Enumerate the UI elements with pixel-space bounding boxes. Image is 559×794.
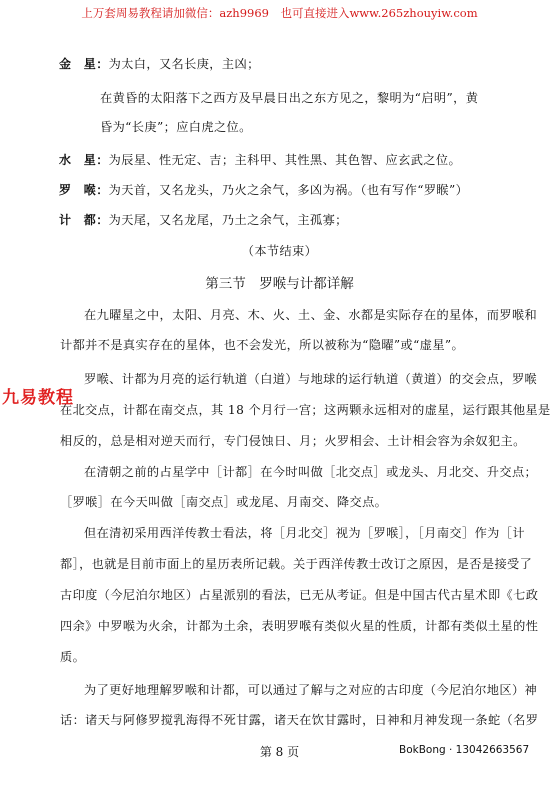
jinxing-note-line-2: 昏为“长庚”；应白虎之位。 [100, 120, 252, 134]
page-number: 第 8 页 [259, 745, 300, 759]
jinxing-note-line-1: 在黄昏的太阳落下之西方及早晨日出之东方见之，黎明为“启明”，黄 [100, 91, 479, 105]
paragraph-line: 话：诸天与阿修罗搅乳海得不死甘露，诸天在饮甘露时，日神和月神发现一条蛇（名罗 [60, 713, 539, 727]
star-desc: 为天首，又名龙头，乃火之余气，多凶为祸。（也有写作“罗睺”） [108, 183, 469, 197]
paragraph-line: 在清朝之前的占星学中［计都］在今时叫做［北交点］或龙头、月北交、升交点； [84, 465, 538, 479]
star-label: 罗 喉： [59, 183, 109, 197]
paragraph-line: 质。 [60, 650, 86, 664]
star-label: 金 星： [59, 57, 109, 71]
section-title: 第三节 罗喉与计都详解 [205, 276, 354, 292]
paragraph-line: 古印度（今尼泊尔地区）占星派别的看法，已无从考证。但是中国古代古星术即《七政 [60, 588, 539, 602]
star-desc: 为天尾，又名龙尾，乃土之余气，主孤寡； [108, 213, 348, 227]
star-label: 计 都： [59, 213, 109, 227]
star-label: 水 星： [59, 153, 109, 167]
paragraph-line: 罗喉、计都为月亮的运行轨道（白道）与地球的运行轨道（黄道）的交会点，罗喉 [84, 372, 538, 386]
paragraph-line: 计都并不是真实存在的星体，也不会发光，所以被称为“隐曜”或“虚星”。 [60, 338, 465, 352]
paragraph-line: 为了更好地理解罗喉和计都，可以通过了解与之对应的古印度（今尼泊尔地区）神 [84, 683, 538, 697]
paragraph-line: 都］，也就是目前市面上的星历表所记载。关于西洋传教士改订之原因，是否是接受了 [60, 557, 533, 571]
author-contact: BokBong · 13042663567 [399, 744, 530, 756]
paragraph-line: 相反的，总是相对逆天而行，专门侵蚀日、月；火罗相会、土计相会容为余奴犯主。 [60, 434, 526, 448]
paragraph-line: 在北交点，计都在南交点，其 18 个月行一宫；这两颗永远相对的虚星，运行跟其他星是 [60, 403, 551, 417]
star-entry-shuixing [59, 151, 461, 168]
star-desc: 为太白，又名长庚，主凶； [108, 57, 260, 71]
watermark-logo: 九易教程 [2, 388, 74, 408]
star-entry-luohou [59, 181, 468, 198]
header-promo-text: 上万套周易教程请加微信：azh9969 也可直接进入www.265zhouyiw.com [81, 6, 478, 20]
paragraph-line: 在九曜星之中，太阳、月亮、木、火、土、金、水都是实际存在的星体，而罗喉和 [84, 308, 538, 322]
star-entry-jidu [59, 211, 348, 228]
paragraph-line: 但在清初采用西洋传教士看法，将［月北交］视为［罗喉］，［月南交］作为［计 [84, 526, 525, 540]
star-desc: 为辰星、性无定、吉；主科甲、其性黑、其色智、应玄武之位。 [108, 153, 462, 167]
paragraph-line: 四余》中罗喉为火余，计都为土余，表明罗喉有类似火星的性质，计都有类似土星的性 [60, 619, 539, 633]
paragraph-line: ［罗喉］在今天叫做［南交点］或龙尾、月南交、降交点。 [60, 495, 388, 509]
star-entry-jinxing [59, 55, 260, 72]
section-end-note: （本节结束） [241, 244, 318, 258]
